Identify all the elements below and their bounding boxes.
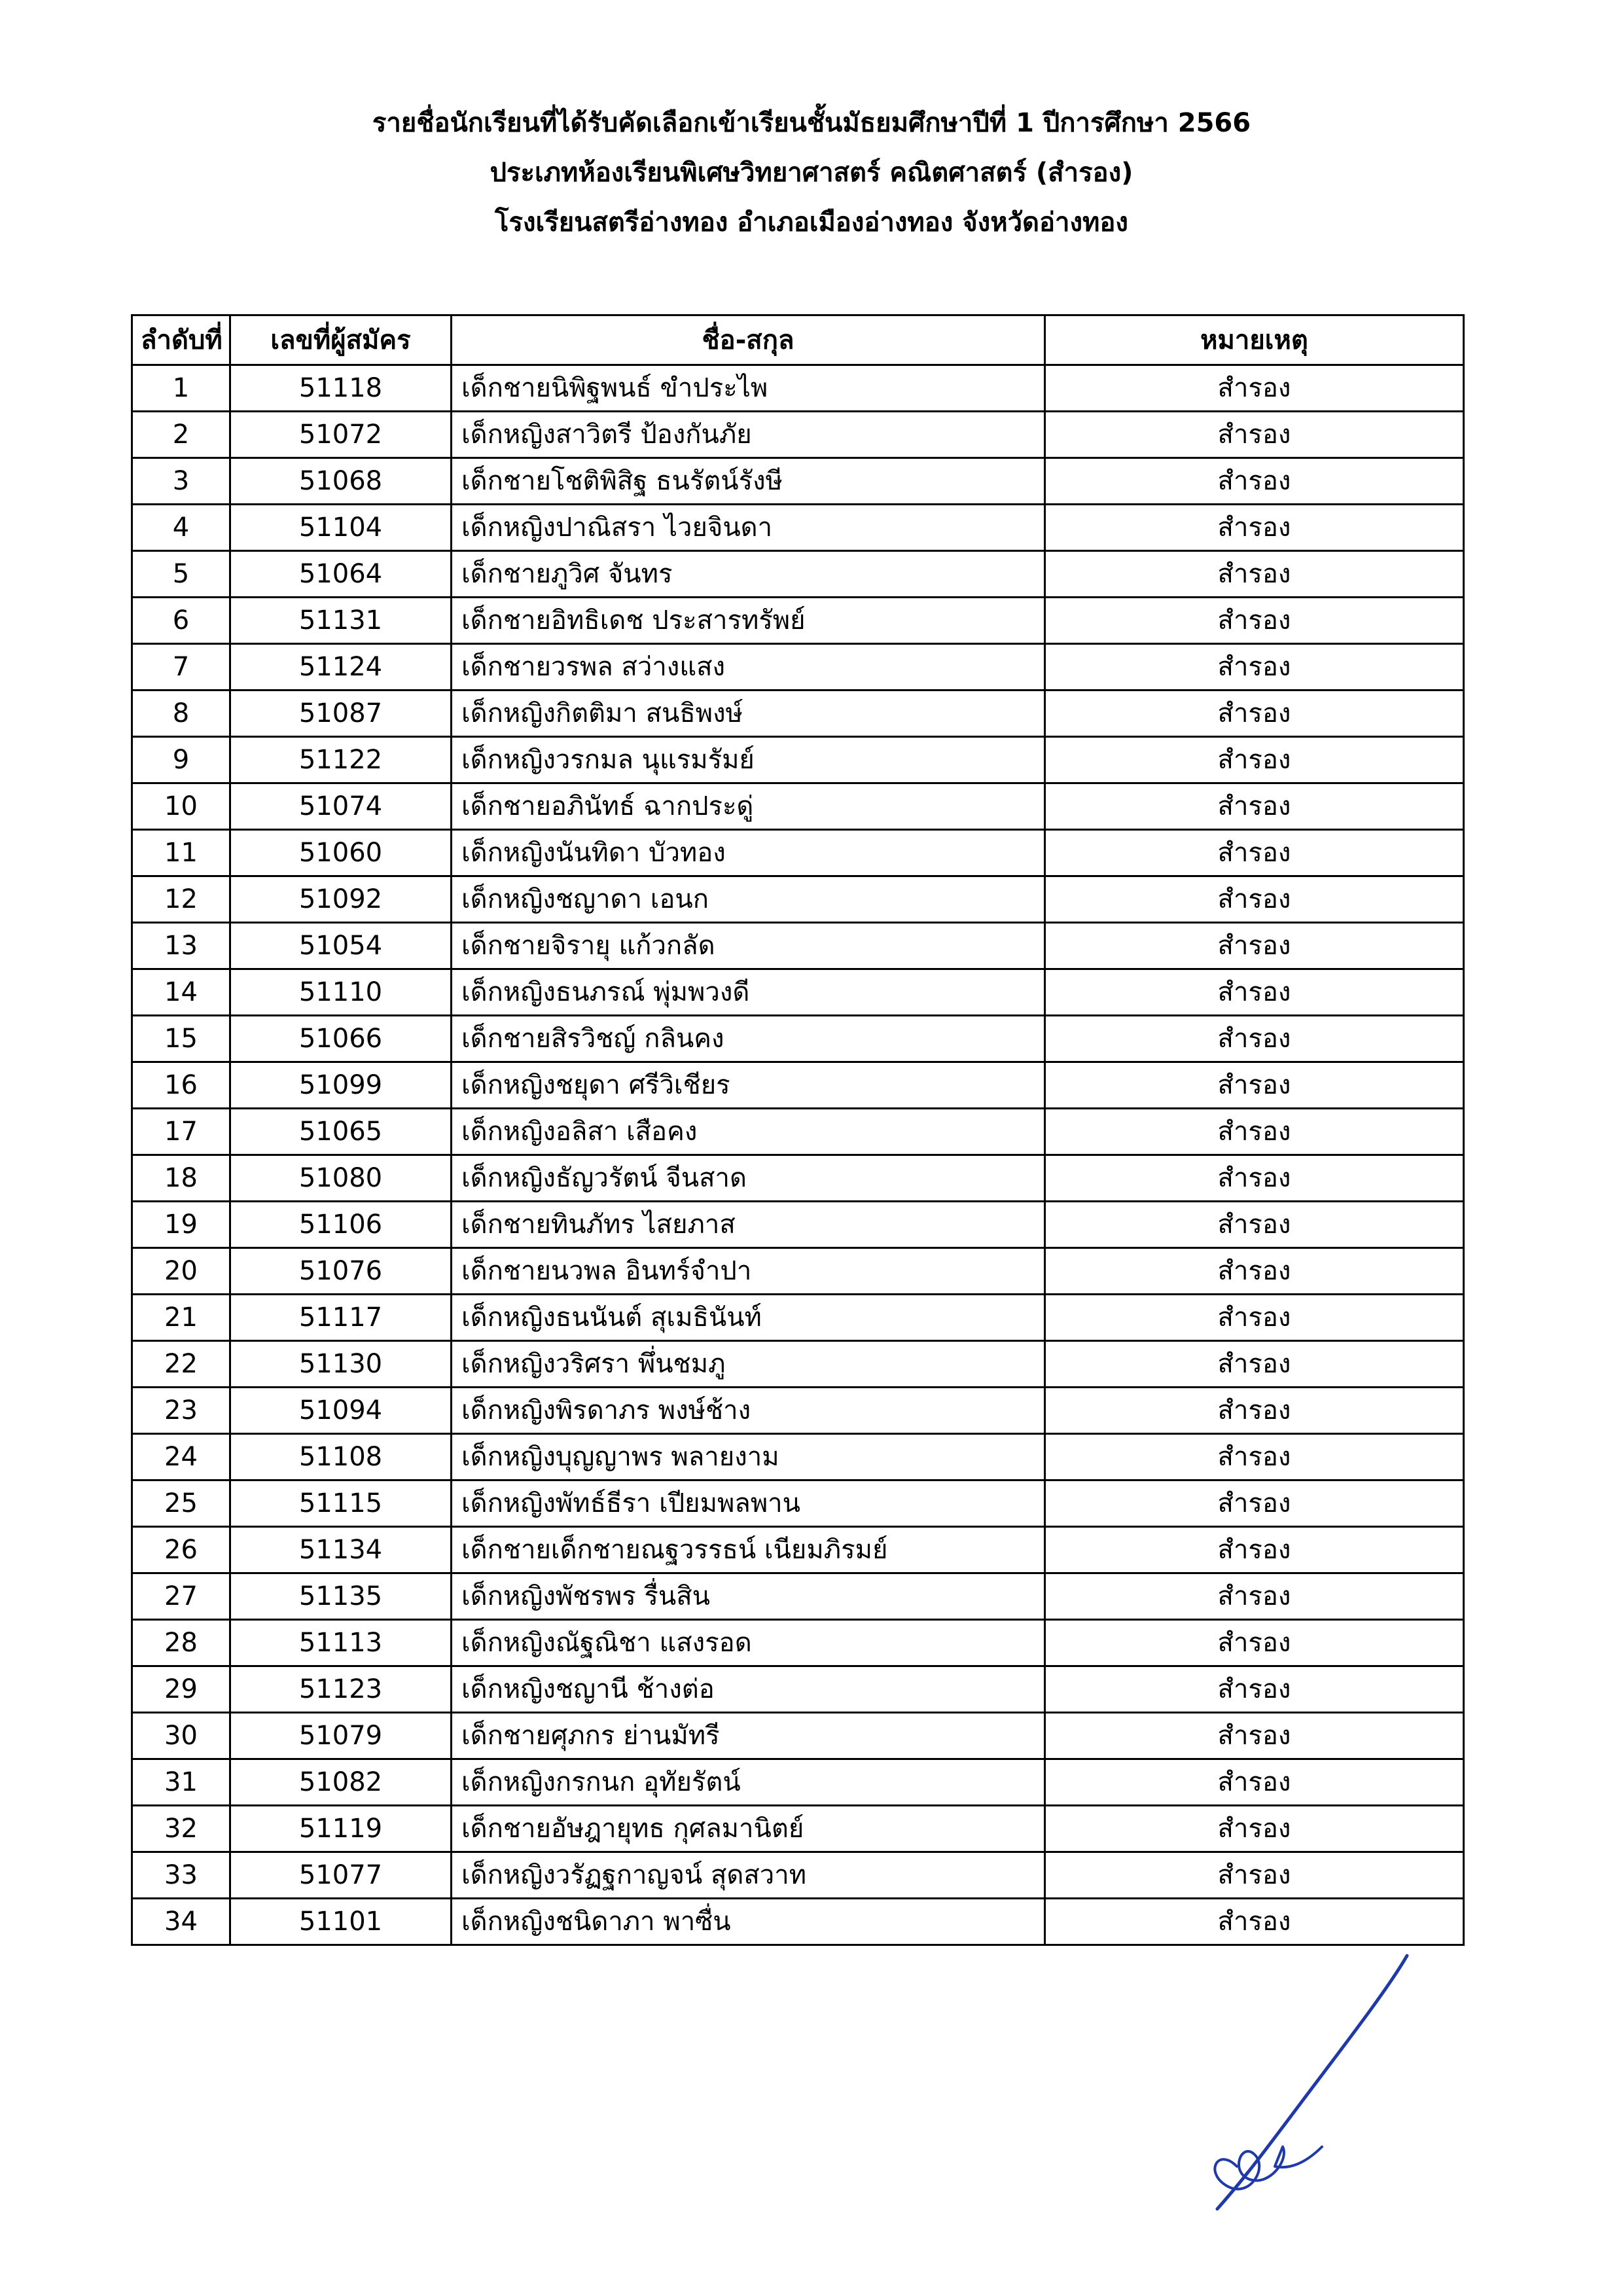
- cell-number: 8: [132, 691, 230, 737]
- cell-remark: สำรอง: [1045, 412, 1464, 458]
- cell-full-name: เด็กหญิงธนภรณ์ พุ่มพวงดี: [452, 969, 1045, 1016]
- cell-full-name: เด็กชายภูวิศ จันทร: [452, 551, 1045, 598]
- table-row: [132, 1852, 1464, 1899]
- cell-applicant-no: 51106: [230, 1202, 452, 1248]
- table-row: [132, 876, 1464, 923]
- cell-remark: สำรอง: [1045, 1480, 1464, 1527]
- cell-applicant-no: 51064: [230, 551, 452, 598]
- cell-full-name: เด็กชายสิรวิชญ์ กลินคง: [452, 1016, 1045, 1062]
- cell-remark: สำรอง: [1045, 551, 1464, 598]
- cell-full-name: เด็กชายอัษฎายุทธ กุศลมานิตย์: [452, 1806, 1045, 1852]
- cell-full-name: เด็กชายโชติพิสิฐ ธนรัตน์รังษี: [452, 458, 1045, 505]
- table-row: [132, 923, 1464, 969]
- cell-applicant-no: 51065: [230, 1109, 452, 1155]
- table-row: [132, 1620, 1464, 1666]
- cell-remark: สำรอง: [1045, 1109, 1464, 1155]
- cell-full-name: เด็กหญิงบุญญาพร พลายงาม: [452, 1434, 1045, 1480]
- table-row: [132, 1155, 1464, 1202]
- column-header-full-name: ชื่อ-สกุล: [452, 315, 1045, 365]
- cell-applicant-no: 51099: [230, 1062, 452, 1109]
- cell-remark: สำรอง: [1045, 1341, 1464, 1388]
- table-row: [132, 365, 1464, 412]
- cell-remark: สำรอง: [1045, 969, 1464, 1016]
- cell-applicant-no: 51068: [230, 458, 452, 505]
- cell-number: 30: [132, 1713, 230, 1759]
- cell-full-name: เด็กหญิงพัชรพร รื่นสิน: [452, 1573, 1045, 1620]
- table-header-row: [132, 315, 1464, 365]
- cell-remark: สำรอง: [1045, 1202, 1464, 1248]
- cell-number: 10: [132, 783, 230, 830]
- table-row: [132, 830, 1464, 876]
- cell-applicant-no: 51134: [230, 1527, 452, 1573]
- cell-number: 2: [132, 412, 230, 458]
- cell-applicant-no: 51054: [230, 923, 452, 969]
- cell-remark: สำรอง: [1045, 1620, 1464, 1666]
- cell-remark: สำรอง: [1045, 598, 1464, 644]
- cell-full-name: เด็กชายอภินัทธ์ ฉากประดู่: [452, 783, 1045, 830]
- cell-applicant-no: 51135: [230, 1573, 452, 1620]
- cell-number: 12: [132, 876, 230, 923]
- cell-full-name: เด็กหญิงชญาดา เอนก: [452, 876, 1045, 923]
- cell-full-name: เด็กชายนิพิฐพนธ์ ขำประไพ: [452, 365, 1045, 412]
- table-row: [132, 1202, 1464, 1248]
- cell-number: 9: [132, 737, 230, 783]
- cell-remark: สำรอง: [1045, 830, 1464, 876]
- cell-full-name: เด็กชายนวพล อินทร์จำปา: [452, 1248, 1045, 1295]
- column-header-number: ลำดับที่: [132, 315, 230, 365]
- table-row: [132, 1434, 1464, 1480]
- cell-remark: สำรอง: [1045, 737, 1464, 783]
- cell-remark: สำรอง: [1045, 876, 1464, 923]
- cell-number: 29: [132, 1666, 230, 1713]
- cell-number: 20: [132, 1248, 230, 1295]
- cell-full-name: เด็กหญิงพิรดาภร พงษ์ช้าง: [452, 1388, 1045, 1434]
- cell-remark: สำรอง: [1045, 1713, 1464, 1759]
- column-header-applicant-no: เลขที่ผู้สมัคร: [230, 315, 452, 365]
- table-row: [132, 458, 1464, 505]
- cell-applicant-no: 51115: [230, 1480, 452, 1527]
- cell-number: 34: [132, 1899, 230, 1945]
- cell-full-name: เด็กหญิงธนนันต์ สุเมธินันท์: [452, 1295, 1045, 1341]
- cell-full-name: เด็กหญิงกรกนก อุทัยรัตน์: [452, 1759, 1045, 1806]
- table-row: [132, 1806, 1464, 1852]
- cell-number: 15: [132, 1016, 230, 1062]
- table-row: [132, 1109, 1464, 1155]
- document-header: [0, 110, 1623, 259]
- table-row: [132, 1759, 1464, 1806]
- cell-applicant-no: 51110: [230, 969, 452, 1016]
- cell-applicant-no: 51079: [230, 1713, 452, 1759]
- cell-applicant-no: 51104: [230, 505, 452, 551]
- cell-full-name: เด็กหญิงกิตติมา สนธิพงษ์: [452, 691, 1045, 737]
- cell-applicant-no: 51066: [230, 1016, 452, 1062]
- cell-number: 19: [132, 1202, 230, 1248]
- cell-number: 4: [132, 505, 230, 551]
- cell-applicant-no: 51119: [230, 1806, 452, 1852]
- header-school: โรงเรียนสตรีอ่างทอง อำเภอเมืองอ่างทอง จังหวัดอ่างทอง: [495, 207, 1128, 238]
- cell-applicant-no: 51074: [230, 783, 452, 830]
- cell-remark: สำรอง: [1045, 1248, 1464, 1295]
- cell-remark: สำรอง: [1045, 1295, 1464, 1341]
- cell-applicant-no: 51118: [230, 365, 452, 412]
- cell-number: 32: [132, 1806, 230, 1852]
- cell-remark: สำรอง: [1045, 458, 1464, 505]
- cell-applicant-no: 51113: [230, 1620, 452, 1666]
- cell-number: 7: [132, 644, 230, 691]
- table-row: [132, 1062, 1464, 1109]
- cell-number: 5: [132, 551, 230, 598]
- cell-full-name: เด็กหญิงชยุดา ศรีวิเชียร: [452, 1062, 1045, 1109]
- cell-number: 17: [132, 1109, 230, 1155]
- cell-applicant-no: 51077: [230, 1852, 452, 1899]
- cell-number: 24: [132, 1434, 230, 1480]
- header-subtitle: ประเภทห้องเรียนพิเศษวิทยาศาสตร์ คณิตศาสตร์ (สำรอง): [490, 158, 1133, 188]
- cell-full-name: เด็กหญิงชญานี ช้างต่อ: [452, 1666, 1045, 1713]
- cell-applicant-no: 51087: [230, 691, 452, 737]
- cell-full-name: เด็กหญิงนันทิดา บัวทอง: [452, 830, 1045, 876]
- cell-full-name: เด็กชายจิรายุ แก้วกลัด: [452, 923, 1045, 969]
- signature-mark: [1191, 1950, 1414, 2212]
- cell-remark: สำรอง: [1045, 505, 1464, 551]
- cell-applicant-no: 51130: [230, 1341, 452, 1388]
- table-row: [132, 1666, 1464, 1713]
- cell-applicant-no: 51123: [230, 1666, 452, 1713]
- cell-number: 14: [132, 969, 230, 1016]
- cell-applicant-no: 51131: [230, 598, 452, 644]
- cell-number: 27: [132, 1573, 230, 1620]
- cell-number: 33: [132, 1852, 230, 1899]
- cell-applicant-no: 51092: [230, 876, 452, 923]
- cell-remark: สำรอง: [1045, 1388, 1464, 1434]
- cell-remark: สำรอง: [1045, 1852, 1464, 1899]
- cell-full-name: เด็กหญิงธัญวรัตน์ จีนสาด: [452, 1155, 1045, 1202]
- cell-remark: สำรอง: [1045, 1434, 1464, 1480]
- table-row: [132, 412, 1464, 458]
- cell-number: 11: [132, 830, 230, 876]
- cell-number: 18: [132, 1155, 230, 1202]
- cell-number: 28: [132, 1620, 230, 1666]
- cell-full-name: เด็กชายศุภกร ย่านมัทรี: [452, 1713, 1045, 1759]
- cell-remark: สำรอง: [1045, 644, 1464, 691]
- cell-applicant-no: 51060: [230, 830, 452, 876]
- cell-number: 3: [132, 458, 230, 505]
- cell-applicant-no: 51076: [230, 1248, 452, 1295]
- cell-number: 22: [132, 1341, 230, 1388]
- table-row: [132, 1713, 1464, 1759]
- cell-number: 23: [132, 1388, 230, 1434]
- table-row: [132, 1295, 1464, 1341]
- cell-remark: สำรอง: [1045, 1573, 1464, 1620]
- header-title: รายชื่อนักเรียนที่ได้รับคัดเลือกเข้าเรียนชั้นมัธยมศึกษาปีที่ 1 ปีการศึกษา 2566: [372, 108, 1251, 138]
- cell-full-name: เด็กชายวรพล สว่างแสง: [452, 644, 1045, 691]
- cell-applicant-no: 51108: [230, 1434, 452, 1480]
- cell-remark: สำรอง: [1045, 691, 1464, 737]
- cell-applicant-no: 51094: [230, 1388, 452, 1434]
- cell-applicant-no: 51117: [230, 1295, 452, 1341]
- table-row: [132, 691, 1464, 737]
- table-row: [132, 1248, 1464, 1295]
- cell-applicant-no: 51122: [230, 737, 452, 783]
- cell-number: 6: [132, 598, 230, 644]
- cell-applicant-no: 51080: [230, 1155, 452, 1202]
- table-row: [132, 598, 1464, 644]
- cell-full-name: เด็กหญิงวริศรา พึ่นชมภู: [452, 1341, 1045, 1388]
- table-row: [132, 1341, 1464, 1388]
- cell-number: 13: [132, 923, 230, 969]
- cell-remark: สำรอง: [1045, 1155, 1464, 1202]
- cell-full-name: เด็กหญิงชนิดาภา พาซื่น: [452, 1899, 1045, 1945]
- table-row: [132, 737, 1464, 783]
- cell-remark: สำรอง: [1045, 1759, 1464, 1806]
- cell-full-name: เด็กหญิงสาวิตรี ป้องกันภัย: [452, 412, 1045, 458]
- table-row: [132, 505, 1464, 551]
- cell-full-name: เด็กหญิงปาณิสรา ไวยจินดา: [452, 505, 1045, 551]
- cell-applicant-no: 51101: [230, 1899, 452, 1945]
- cell-remark: สำรอง: [1045, 923, 1464, 969]
- cell-full-name: เด็กหญิงอลิสา เสือคง: [452, 1109, 1045, 1155]
- table-row: [132, 969, 1464, 1016]
- cell-remark: สำรอง: [1045, 1016, 1464, 1062]
- cell-applicant-no: 51072: [230, 412, 452, 458]
- cell-remark: สำรอง: [1045, 1527, 1464, 1573]
- table-row: [132, 1899, 1464, 1945]
- cell-full-name: เด็กหญิงณัฐณิชา แสงรอด: [452, 1620, 1045, 1666]
- cell-number: 31: [132, 1759, 230, 1806]
- cell-remark: สำรอง: [1045, 783, 1464, 830]
- cell-number: 21: [132, 1295, 230, 1341]
- cell-number: 25: [132, 1480, 230, 1527]
- cell-remark: สำรอง: [1045, 1806, 1464, 1852]
- table-row: [132, 1527, 1464, 1573]
- column-header-remark: หมายเหตุ: [1045, 315, 1464, 365]
- cell-remark: สำรอง: [1045, 1666, 1464, 1713]
- cell-full-name: เด็กหญิงพัทธ์ธีรา เปียมพลพาน: [452, 1480, 1045, 1527]
- table-row: [132, 1480, 1464, 1527]
- cell-applicant-no: 51124: [230, 644, 452, 691]
- cell-full-name: เด็กชายเด็กชายณฐวรรธน์ เนียมภิรมย์: [452, 1527, 1045, 1573]
- cell-number: 16: [132, 1062, 230, 1109]
- table-row: [132, 644, 1464, 691]
- cell-full-name: เด็กหญิงวรกมล นุแรมรัมย์: [452, 737, 1045, 783]
- cell-full-name: เด็กหญิงวรัฏฐกาญจน์ สุดสวาท: [452, 1852, 1045, 1899]
- cell-number: 1: [132, 365, 230, 412]
- table-row: [132, 551, 1464, 598]
- cell-remark: สำรอง: [1045, 1062, 1464, 1109]
- table-row: [132, 783, 1464, 830]
- table-row: [132, 1573, 1464, 1620]
- table-body: [132, 365, 1464, 1945]
- cell-remark: สำรอง: [1045, 365, 1464, 412]
- cell-remark: สำรอง: [1045, 1899, 1464, 1945]
- table-row: [132, 1016, 1464, 1062]
- cell-number: 26: [132, 1527, 230, 1573]
- table-row: [132, 1388, 1464, 1434]
- student-roster-table: [131, 314, 1465, 1946]
- cell-full-name: เด็กชายทินภัทร ไสยภาส: [452, 1202, 1045, 1248]
- cell-full-name: เด็กชายอิทธิเดช ประสารทรัพย์: [452, 598, 1045, 644]
- cell-applicant-no: 51082: [230, 1759, 452, 1806]
